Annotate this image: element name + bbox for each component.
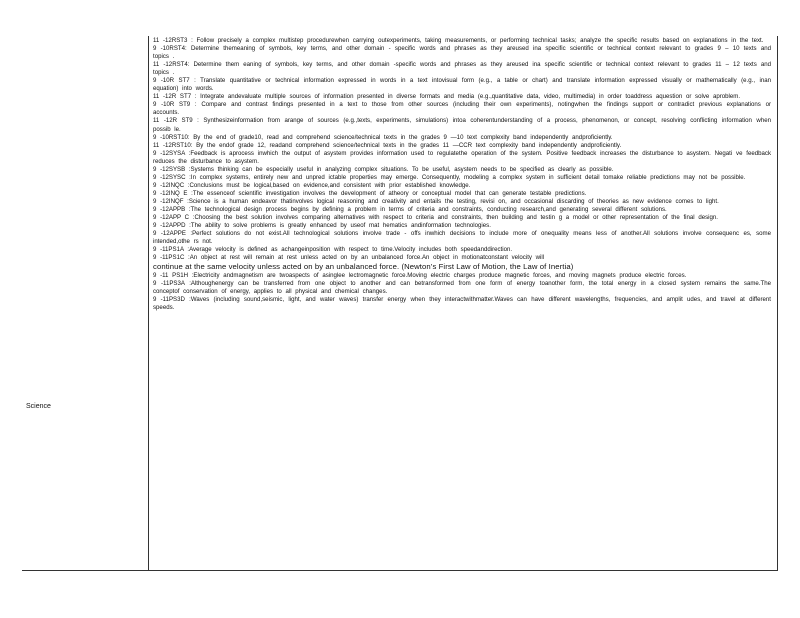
standard-entry: 9 -12APPD :The ability to solve problems is greatly enhanced by useof mat hematics andinformation technologies. (153, 222, 491, 230)
standard-entry: 9 -12APP C :Choosing the best solution involves comparing alternatives with respect to criteria and constraints, then building and testin g a model or other representation of the final design. (153, 214, 718, 222)
standard-entry: 9 -11PS1A :Average velocity is defined as achangeinposition with respect to time.Velocity includes both speedanddirection. (153, 246, 513, 254)
standard-entry: 9 -10RST4: Determine themeaning of symbols, key terms, and other domain - specific words and phrases as they areused ina specific scientific or technical context relevant to grades 9 – 10 texts and topics . (153, 45, 771, 61)
standard-entry: 9 -12APPE :Perfect solutions do not exist.All technological solutions involve trade - offs inwhich decisions to include more of onequality means less of another.All solutions involve consequenc es, some intended,othe rs not. (153, 230, 771, 246)
standard-entry: 9 -12SYSA :Feedback is aprocess inwhich the output of asystem provides information used to regulatethe operation of the system. Positive feedback increases the disturbance to asystem. Negati ve feedback reduces the disturbance to asystem. (153, 149, 771, 165)
standard-entry: 11 -12R ST7 : Integrate andevaluate multiple sources of information presented in diverse formats and media (e.g.,quantitative data, video, multimedia) in order toaddress aquestion or solve aproblem. (153, 93, 741, 101)
standard-entry: 9 -12INQ E :The essenceof scientific investigation involves the development of atheory or conceptual model that can generate testable predictions. (153, 189, 587, 197)
standard-entry: 9 -12SYSB :Systems thinking can be especially useful in analyzing complex situations. To be useful, asystem needs to be specified as clearly as possible. (153, 165, 614, 173)
standard-entry: 11 -12RST3 : Follow precisely a complex multistep procedurewhen carrying outexperiments, taking measurements, or performing technical tasks; analyze the specific results based on explanations in the text. (153, 37, 764, 44)
standard-entry: 9 -10RST10: By the end of grade10, read and comprehend science/technical texts in the grades 9 —10 text complexity band independently andproficiently. (153, 133, 613, 141)
standard-entry: 9 -11PS3D :Waves (including sound,seismic, light, and water waves) transfer energy when they interactwithmatter.Waves can have different wavelengths, frequencies, and amplit udes, and travel at different speeds. (153, 295, 771, 311)
subject-label: Science (26, 403, 51, 410)
standard-entry: 11 -12RST4: Determine them eaning of symbols, key terms, and other domain -specific words and phrases as they areused ina specific scientific or technical context relevant to grades 11 – 12 texts and topics . (153, 61, 771, 77)
standard-entry: 9 -12INQF :Science is a human endeavor thatinvolves logical reasoning and creativity and entails the testing, revisi on, and occasional discarding of theories as new evidence comes to light. (153, 197, 719, 205)
standard-entry: 9 -11PS3A :Althoughenergy can be transferred from one object to another and can betransformed from one form of energy toanother form, the total energy in a closed system remains the same.The conceptof conservation of energy, applies to all physical and chemical changes. (153, 279, 771, 295)
standards-list (153, 37, 771, 312)
standard-entry: 9 -10R ST7 : Translate quantitative or technical information expressed in words in a text intovisual form (e.g., a table or chart) and translate information expressed visually or mathematically (e.g., inan equation) into words. (153, 77, 771, 93)
standard-entry: 9 -10R ST9 : Compare and contrast findings presented in a text to those from other sources (including their own experiments), notingwhen the findings support or contradict previous explanations or accounts. (153, 101, 771, 117)
standard-entry: continue at the same velocity unless acted on by an unbalanced force. (Newton’s First Law of Motion, the Law of Inertia) (153, 262, 574, 272)
standard-entry: 9 -12INQC :Conclusions must be logical,based on evidence,and consistent with prior established knowledge. (153, 181, 471, 189)
standard-entry: 9 -12APPB :The technological design process begins by defining a problem in terms of criteria and constraints, conducting research,and generating several different solutions. (153, 205, 667, 213)
standard-entry: 9 -12SYSC :In complex systems, entirely new and unpred ictable properties may emerge. Consequently, modeling a complex system in sufficient detail tomake reliable predictions may not be possible. (153, 173, 746, 181)
standard-entry: 9 -11PS1C :An object at rest will remain at rest unless acted on by an unbalanced force.An object in motionatconstant velocity will (153, 254, 545, 262)
standard-entry: 11 -12RST10: By the endof grade 12, readand comprehend science/technical texts in the grades 11 —CCR text complexity band independently andproficiently. (153, 141, 622, 149)
column-divider (148, 36, 149, 570)
standard-entry: 9 -11 PS1H :Electricity andmagnetism are twoaspects of asinglee lectromagnetic force.Moving electric charges produce magnetic forces, and moving magnets produce electric forces. (153, 271, 687, 279)
standard-entry: 11 -12R ST9 : Synthesizeinformation from arange of sources (e.g.,texts, experiments, simulations) intoa coherentunderstanding of a process, phenomenon, or concept, resolving conflicting information when possib le. (153, 117, 771, 133)
